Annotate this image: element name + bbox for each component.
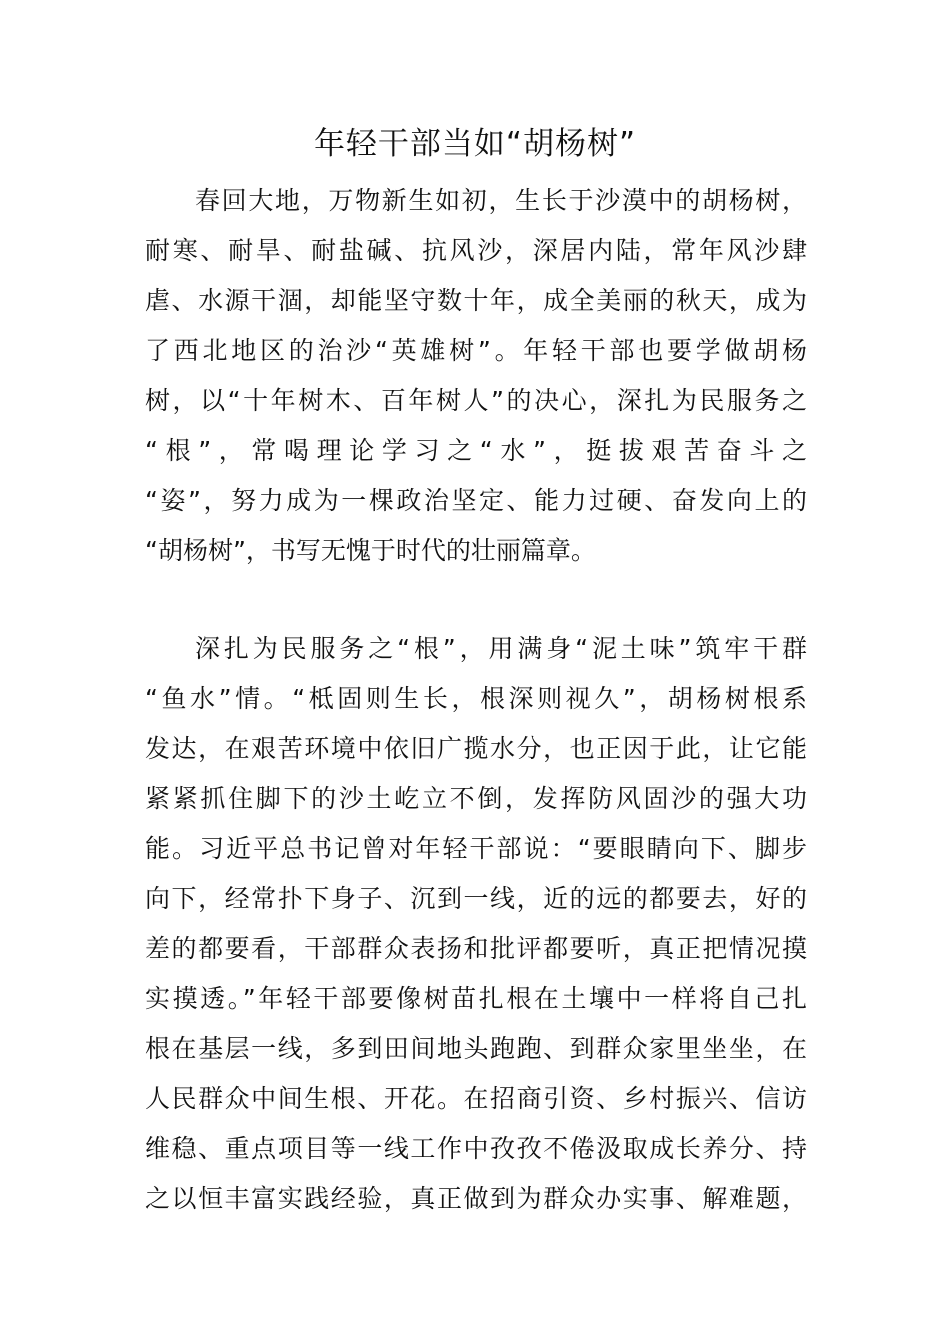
document-title: 年轻干部当如“胡杨树” (313, 126, 637, 162)
paragraph-line: 差的都要看，干部群众表扬和批评都要听，真正把情况摸 (145, 934, 807, 963)
paragraph-line: 树，以“十年树木、百年树人”的决心，深扎为民服务之 (145, 386, 807, 415)
paragraph-line: 虐、水源干涸，却能坚守数十年，成全美丽的秋天，成为 (145, 286, 807, 315)
paragraph-line: “胡杨树”，书写无愧于时代的壮丽篇章。 (145, 536, 596, 565)
paragraph-line: 维稳、重点项目等一线工作中孜孜不倦汲取成长养分、持 (145, 1134, 807, 1163)
paragraph-line: 发达，在艰苦环境中依旧广揽水分，也正因于此，让它能 (145, 734, 807, 763)
paragraph-line: 紧紧抓住脚下的沙土屹立不倒，发挥防风固沙的强大功 (145, 784, 807, 813)
paragraph-line: 春回大地，万物新生如初，生长于沙漠中的胡杨树， (195, 186, 807, 215)
paragraph-line: 根在基层一线，多到田间地头跑跑、到群众家里坐坐，在 (145, 1034, 807, 1063)
paragraph-1 (145, 176, 807, 576)
paragraph-line: 了西北地区的治沙“英雄树”。年轻干部也要学做胡杨 (145, 336, 807, 365)
paragraph-line: 向下，经常扑下身子、沉到一线，近的远的都要去，好的 (145, 884, 807, 913)
paragraph-line: “根”，常喝理论学习之“水”，挺拔艰苦奋斗之 (145, 436, 807, 465)
paragraph-2 (145, 624, 807, 1224)
paragraph-line: 耐寒、耐旱、耐盐碱、抗风沙，深居内陆，常年风沙肆 (145, 236, 807, 265)
paragraph-line: “姿”，努力成为一棵政治坚定、能力过硬、奋发向上的 (145, 486, 807, 515)
paragraph-line: 人民群众中间生根、开花。在招商引资、乡村振兴、信访 (145, 1084, 807, 1113)
paragraph-line: 能。习近平总书记曾对年轻干部说：“要眼睛向下、脚步 (145, 834, 807, 863)
paragraph-line: “鱼水”情。“柢固则生长，根深则视久”，胡杨树根系 (145, 684, 807, 713)
paragraph-line: 实摸透。”年轻干部要像树苗扎根在土壤中一样将自己扎 (145, 984, 807, 1013)
paragraph-line: 深扎为民服务之“根”，用满身“泥土味”筑牢干群 (195, 634, 807, 663)
paragraph-line: 之以恒丰富实践经验，真正做到为群众办实事、解难题， (145, 1184, 807, 1213)
